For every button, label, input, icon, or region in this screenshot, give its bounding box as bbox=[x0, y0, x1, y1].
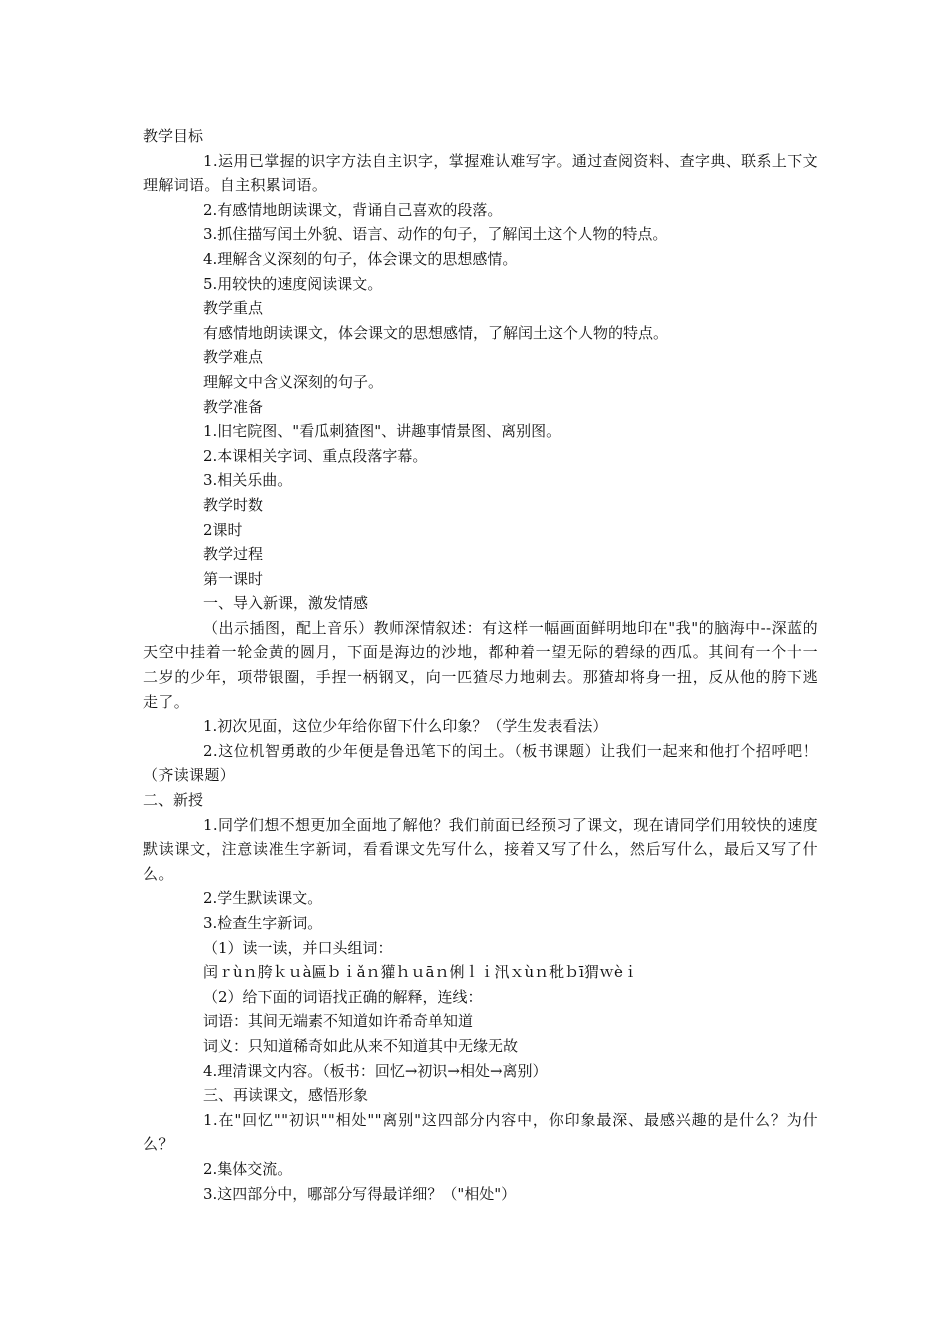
new-lesson-4: 4.理清课文内容。（板书：回忆→初识→相处→离别） bbox=[203, 1061, 548, 1080]
question-2: 2.这位机智勇敢的少年便是鲁迅笔下的闰土。（板书课题）让我们一起来和他打个招呼吧！（齐读课题） bbox=[143, 741, 818, 785]
goal-5: 5.用较快的速度阅读课文。 bbox=[203, 274, 383, 293]
preparation-2: 2.本课相关字词、重点段落字幕。 bbox=[203, 446, 428, 465]
new-lesson-3a: （1）读一读，并口头组词： bbox=[203, 938, 393, 957]
new-lesson-1: 1.同学们想不想更加全面地了解他？我们前面已经预习了课文，现在请同学们用较快的速度默读课文，注意读准生字新词，看看课文先写什么，接着又写了什么，然后写什么，最后又写了什么。 bbox=[143, 815, 818, 883]
question-1: 1.初次见面，这位少年给你留下什么印象？（学生发表看法） bbox=[203, 717, 608, 736]
preparation-1: 1.旧宅院图、"看瓜刺猹图"、讲趣事情景图、离别图。 bbox=[203, 422, 562, 441]
part-3-heading: 三、再读课文，感悟形象 bbox=[203, 1086, 369, 1105]
difficulty-text: 理解文中含义深刻的句子。 bbox=[203, 372, 384, 391]
key-heading: 教学重点 bbox=[203, 299, 264, 318]
new-lesson-2: 2.学生默读课文。 bbox=[203, 889, 323, 908]
goal-2: 2.有感情地朗读课文，背诵自己喜欢的段落。 bbox=[203, 200, 503, 219]
part-2-heading: 二、新授 bbox=[143, 791, 204, 810]
preparation-3: 3.相关乐曲。 bbox=[203, 471, 293, 490]
goal-3: 3.抓住描写闰土外貌、语言、动作的句子，了解闰土这个人物的特点。 bbox=[203, 225, 668, 244]
part-1-heading: 一、导入新课，激发情感 bbox=[203, 594, 369, 613]
meanings-line: 词义：只知道稀奇如此从来不知道其中无缘无故 bbox=[203, 1036, 519, 1055]
reread-2: 2.集体交流。 bbox=[203, 1159, 293, 1178]
goal-1: 1.运用已掌握的识字方法自主识字，掌握难认难写字。通过查阅资料、查字典、联系上下文理解词语。自主积累词语。 bbox=[143, 151, 818, 195]
reread-1: 1.在"回忆""初识""相处""离别"这四部分内容中，你印象最深、最感兴趣的是什么？为什么？ bbox=[143, 1110, 818, 1154]
process-heading: 教学过程 bbox=[203, 545, 264, 564]
new-lesson-3b: （2）给下面的词语找正确的解释，连线： bbox=[203, 987, 483, 1006]
intro-paragraph: （出示插图，配上音乐）教师深情叙述：有这样一幅画面鲜明地印在"我"的脑海中--深蓝的天空中挂着一轮金黄的圆月，下面是海边的沙地，都种着一望无际的碧绿的西瓜。其间有一个十一二岁的少年，项带银圈，手捏一柄钢叉，向一匹猹尽力地刺去。那猹却将身一扭，反从他的胯下逃走了。 bbox=[143, 618, 818, 711]
goal-4: 4.理解含义深刻的句子，体会课文的思想感情。 bbox=[203, 249, 518, 268]
difficulty-heading: 教学难点 bbox=[203, 348, 264, 367]
preparation-heading: 教学准备 bbox=[203, 397, 264, 416]
key-text: 有感情地朗读课文，体会课文的思想感情，了解闰土这个人物的特点。 bbox=[203, 323, 669, 342]
hours-text: 2课时 bbox=[203, 520, 243, 539]
hours-heading: 教学时数 bbox=[203, 495, 264, 514]
new-lesson-3: 3.检查生字新词。 bbox=[203, 914, 323, 932]
goals-heading: 教学目标 bbox=[143, 127, 204, 145]
pinyin-line: 闰ｒùｎ胯ｋｕà匾ｂｉǎｎ獾ｈｕāｎ俐ｌｉ̀汛ｘùｎ秕ｂī猬ｗèｉ bbox=[203, 963, 638, 982]
lesson-1-heading: 第一课时 bbox=[203, 569, 264, 588]
words-line: 词语：其间无端素不知道如许希奇单知道 bbox=[203, 1012, 474, 1031]
reread-3: 3.这四部分中，哪部分写得最详细？（"相处"） bbox=[203, 1184, 517, 1203]
document-page bbox=[143, 124, 818, 1206]
